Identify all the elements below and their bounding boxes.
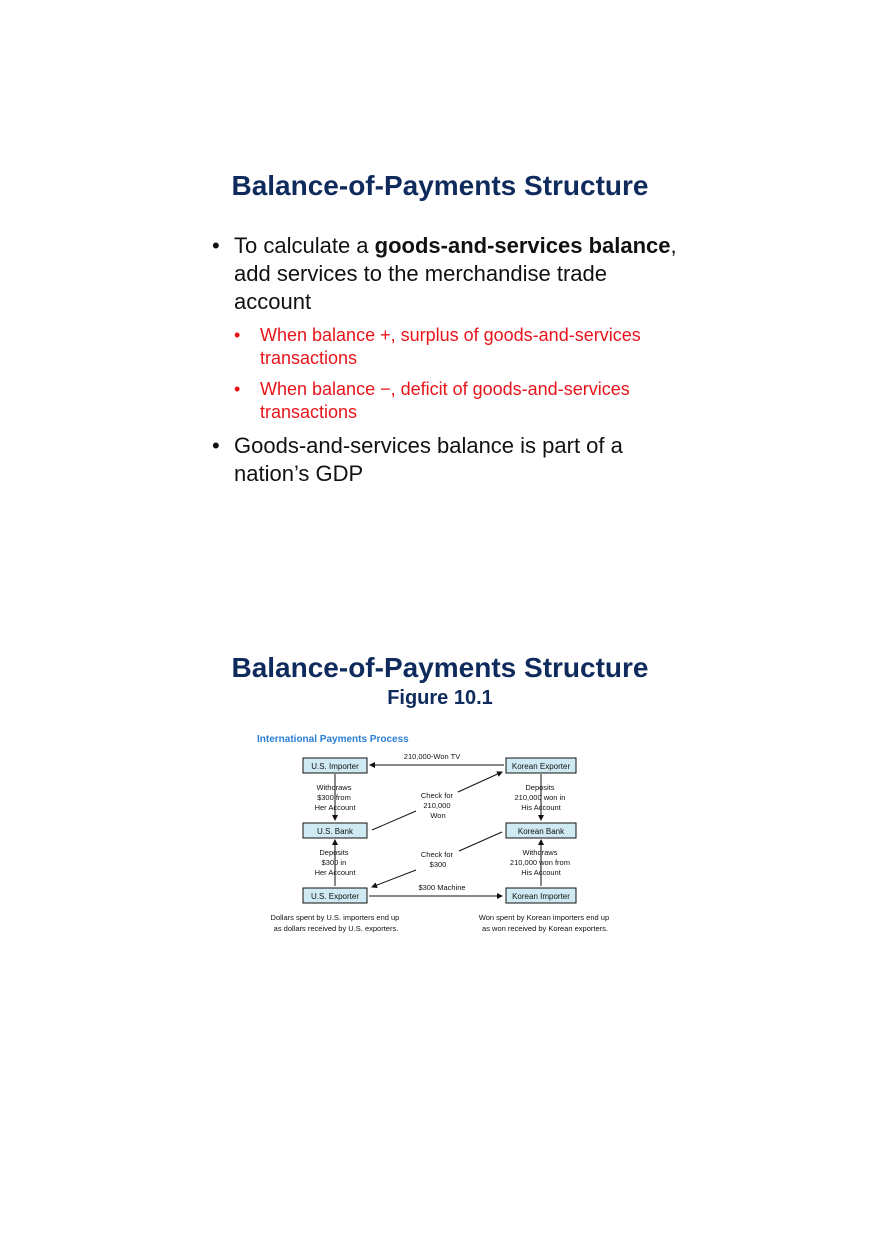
bullet-gdp [212,432,682,488]
slide-1-bullets [212,232,682,496]
check-won-text: Check for 210,000 Won [420,791,454,820]
check-usd-arrow [372,870,416,887]
slide-2-title: Balance-of-Payments Structure [231,652,649,683]
box-korean-exporter [506,758,576,773]
bullet-text: To calculate a [234,233,375,258]
box-korean-importer [506,888,576,903]
us-importer-withdraw-text: Withdraws $300 from Her Account [314,783,356,812]
sub-bullet-text: When balance −, deficit of goods-and-services transactions [260,379,630,422]
sub-bullet-surplus [212,324,682,370]
check-won-arrow [458,772,502,792]
bullet-dot: • [212,433,220,458]
check-won-line-lower [372,811,416,830]
box-us-importer [303,758,367,773]
box-label: Korean Exporter [511,762,571,771]
box-us-bank [303,823,367,838]
tv-flow-label: 210,000-Won TV [403,752,461,761]
us-exporter-deposit-text: Deposits $300 in Her Account [314,848,356,877]
box-label: Korean Bank [517,827,565,836]
check-usd-line-upper [459,832,502,851]
sub-bullet-dot: • [234,379,241,399]
box-label: U.S. Importer [311,762,359,771]
figure-label: Figure 10.1 [387,687,493,709]
korean-exporter-deposit-text: Deposits 210,000 won in His Account [514,783,566,812]
check-usd-text: Check for $300 [420,850,454,869]
machine-flow-label: $300 Machine [418,883,466,892]
box-label: Korean Importer [512,892,570,901]
bullet-bold-term: goods-and-services balance [374,233,671,258]
bullet-dot: • [212,233,220,258]
bullet-goods-services-balance [212,232,682,316]
sub-bullet-deficit [212,378,682,424]
box-label: U.S. Bank [316,827,354,836]
caption-won: Won spent by Korean importers end up as won received by Korean exporters. [478,913,610,933]
caption-dollars: Dollars spent by U.S. importers end up as dollars received by U.S. exporters. [270,913,400,933]
box-korean-bank [506,823,576,838]
box-us-exporter [303,888,367,903]
diagram-title: International Payments Process [257,734,409,745]
payments-process-diagram [250,728,630,940]
korean-importer-withdraw-text: Withdraws 210,000 won from His Account [509,848,570,877]
bullet-text: Goods-and-services balance is part of a nation’s GDP [234,433,623,486]
box-label: U.S. Exporter [310,892,360,901]
sub-bullet-text: When balance +, surplus of goods-and-services transactions [260,325,641,368]
bullet-text: , add services to the merchandise trade account [234,233,677,314]
slide-1-title: Balance-of-Payments Structure [231,170,649,201]
sub-bullet-dot: • [234,325,241,345]
